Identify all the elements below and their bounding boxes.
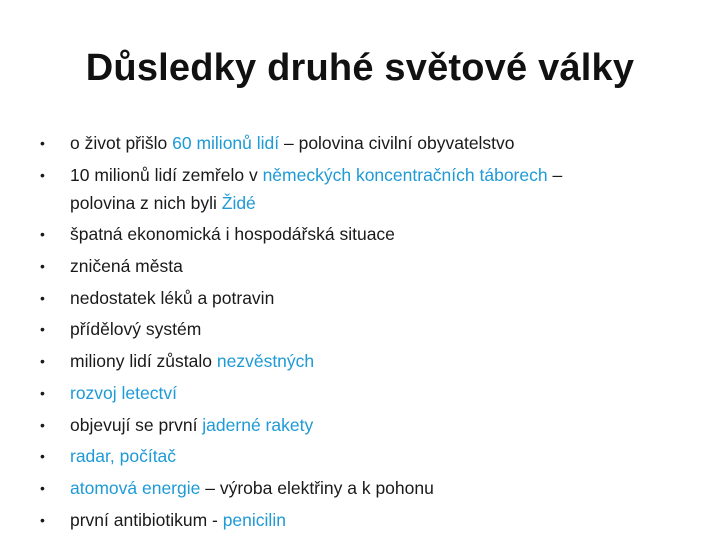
hyperlink[interactable]: rozvoj letectví [70, 382, 177, 403]
bullet-item [40, 315, 700, 343]
bullet-dot-icon: • [40, 166, 45, 183]
bullet-item [40, 347, 700, 375]
bullet-dot-icon: • [40, 289, 45, 306]
hyperlink[interactable]: Židé [221, 192, 256, 213]
bullet-dot-icon: • [40, 135, 45, 151]
bullet-dot-icon: • [40, 384, 45, 401]
bullet-dot-icon: • [40, 226, 45, 243]
bullet-item [40, 442, 700, 470]
bullet-item [40, 379, 700, 407]
bullet-item [40, 129, 700, 157]
bullet-dot-icon: • [40, 321, 45, 338]
bullet-text: přídělový systém [70, 319, 202, 340]
bullet-dot-icon: • [40, 448, 45, 465]
bullet-text: o život přišlo [70, 133, 173, 153]
bullet-item [40, 252, 700, 280]
hyperlink[interactable]: německých koncentračních táborech [262, 164, 548, 185]
bullet-item [40, 506, 700, 534]
bullet-text: – [547, 164, 563, 185]
hyperlink[interactable]: radar, počítač [70, 446, 177, 467]
hyperlink[interactable]: 60 milionů lidí [172, 133, 280, 153]
bullet-text: miliony lidí zůstalo [70, 351, 217, 372]
bullet-text: špatná ekonomická i hospodářská situace [70, 224, 395, 245]
slide-title: Důsledky druhé světové války [85, 47, 635, 89]
bullet-item [40, 474, 700, 502]
hyperlink[interactable]: penicilin [222, 509, 286, 530]
bullet-item [40, 161, 700, 217]
bullet-text: objevují se první [70, 414, 203, 435]
bullet-text: zničená města [70, 256, 183, 277]
bullet-item [40, 220, 700, 248]
hyperlink[interactable]: nezvěstných [216, 351, 315, 372]
bullet-text: první antibiotikum - [70, 509, 223, 530]
bullet-dot-icon: • [40, 416, 45, 433]
bullet-dot-icon: • [40, 258, 45, 275]
bullet-text: – výroba elektřiny a k pohonu [200, 477, 434, 498]
bullet-item [40, 411, 700, 439]
bullet-text: nedostatek léků a potravin [70, 287, 275, 308]
bullet-text: 10 milionů lidí zemřelo v [70, 164, 263, 185]
bullet-dot-icon: • [40, 479, 45, 496]
bullet-dot-icon: • [40, 511, 45, 528]
bullet-text: polovina z nich byli [70, 192, 222, 213]
bullet-continuation-line [70, 189, 700, 217]
bullet-list [40, 129, 700, 537]
bullet-item [40, 284, 700, 312]
hyperlink[interactable]: atomová energie [70, 477, 201, 498]
bullet-dot-icon: • [40, 353, 45, 370]
hyperlink[interactable]: jaderné rakety [202, 414, 314, 435]
bullet-text: – polovina civilní obyvatelstvo [279, 133, 515, 153]
